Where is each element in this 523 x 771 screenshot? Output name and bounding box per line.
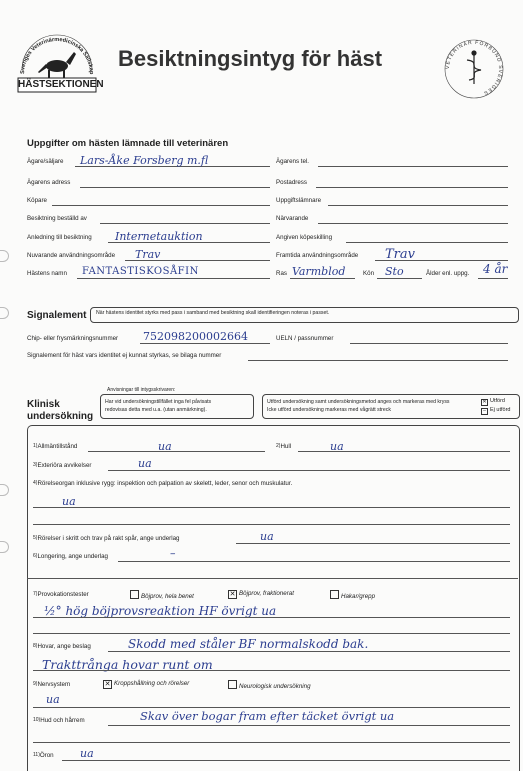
exam-item-6-value: –: [170, 547, 176, 560]
exam-item-1: $^{1)}$Allmäntillstånd: [33, 443, 78, 450]
exam-item-7-field-2[interactable]: [33, 633, 510, 634]
exam-item-3-value: ua: [138, 457, 152, 470]
namn-field[interactable]: [77, 278, 270, 279]
exam-item-8: $^{8)}$Hovar, ange beslag: [33, 643, 91, 650]
binder-hole: [0, 250, 9, 262]
klinisk-heading-line2: undersökning: [27, 411, 94, 422]
alder-value: 4 år: [483, 262, 508, 276]
nuvarande-label: Nuvarande användningsområde: [27, 252, 116, 259]
page-title: Besiktningsintyg för häst: [118, 46, 383, 71]
provokation-opt-1[interactable]: Böjprov, hela benet: [130, 590, 194, 600]
exam-item-9-field[interactable]: [33, 707, 510, 708]
exam-item-8-value: Skodd med ståler BF normalskodd bak.: [128, 637, 369, 651]
framtida-label: Framtida användningsområde: [276, 252, 359, 259]
exam-item-6-field[interactable]: [118, 561, 510, 562]
besiktning-field[interactable]: [100, 223, 270, 224]
agarens-adress-field[interactable]: [80, 187, 270, 188]
checked-box-icon: ✕: [482, 399, 487, 405]
exam-item-7: $^{7)}$Provokationstester: [33, 591, 89, 598]
anledning-label: Anledning till besiktning: [27, 234, 92, 241]
dash-box-icon: –: [481, 408, 488, 415]
exam-item-6: $^{6)}$Longering, ange underlag: [33, 553, 108, 560]
legend-ej-utford-label: Ej utförd: [490, 407, 511, 413]
exam-item-1-field[interactable]: [88, 451, 265, 452]
narvarande-field[interactable]: [318, 223, 508, 224]
kopeskilling-field[interactable]: [346, 242, 508, 243]
exam-item-4-field-2[interactable]: [33, 524, 510, 525]
signalement-note: När hästens identitet styrks med pass i samband med besiktning skall identifieringen noteras i passet.: [96, 310, 330, 316]
exam-item-9: $^{9)}$Nervsystem: [33, 681, 71, 688]
legend-utford: [481, 398, 505, 406]
kon-label: Kön: [363, 270, 375, 277]
svg-text:Sveriges Veterinärmedicinska S: Sveriges Veterinärmedicinska Sällskap: [19, 36, 95, 75]
alder-field[interactable]: [478, 278, 508, 279]
binder-hole: [0, 484, 9, 496]
kon-value: Sto: [385, 265, 404, 278]
svg-text:VETERINÄR FÖRBUND SVERIGES: VETERINÄR FÖRBUND SVERIGES: [444, 39, 504, 97]
exam-item-5-field[interactable]: [236, 543, 510, 544]
exam-item-9-value: ua: [46, 693, 60, 706]
postadress-label: Postadress: [276, 179, 307, 186]
exam-item-4-field-1[interactable]: [33, 507, 510, 508]
exam-item-5-value: ua: [260, 530, 274, 543]
exam-item-8-value-2: Trakttrånga hovar runt om: [42, 657, 213, 672]
svs-logo: [14, 32, 104, 98]
kon-field[interactable]: [377, 278, 422, 279]
ras-label: Ras: [276, 270, 288, 277]
ras-field[interactable]: [290, 278, 355, 279]
ueln-label: UELN / passnummer: [276, 335, 334, 342]
exam-item-10-field-2[interactable]: [33, 742, 510, 743]
binder-hole: [0, 541, 9, 553]
provokation-opt-3[interactable]: Hakar/grepp: [330, 590, 375, 600]
nerv-opt-1[interactable]: ✕ Kroppshållning och rörelser: [104, 680, 190, 688]
klinisk-heading-line1: Klinisk: [27, 399, 60, 410]
signalement-heading: Signalement: [27, 310, 87, 321]
framtida-value: Trav: [385, 247, 415, 262]
exam-item-11-value: ua: [80, 747, 94, 760]
utford-text-2: Icke utförd undersökning markeras med vågrätt streck: [267, 407, 391, 413]
kopare-field[interactable]: [52, 205, 270, 206]
veterinarforbund-logo: [443, 38, 505, 100]
binder-hole: [0, 307, 9, 319]
exam-item-1-value: ua: [158, 440, 172, 453]
ueln-field[interactable]: [350, 343, 508, 344]
agare-value: Lars-Åke Forsberg m.fl: [80, 154, 209, 167]
alder-label: Ålder enl. uppg.: [426, 270, 470, 277]
agarens-tel-field[interactable]: [318, 166, 508, 167]
exam-item-10-value: Skav över bogar fram efter täcket övrigt ua: [140, 709, 395, 723]
anvisning-title: Anvisningar till intygsskrivaren:: [107, 387, 176, 393]
exam-item-2-value: ua: [330, 440, 344, 453]
ras-value: Varmblod: [292, 265, 346, 278]
identitet-label: Signalement för häst vars identitet ej kunnat styrkas, se bilaga nummer: [27, 352, 222, 359]
kopare-label: Köpare: [27, 197, 47, 204]
exam-item-5: $^{5)}$Rörelser i skritt och trav på rakt spår, ange underlag: [33, 535, 180, 542]
namn-value: FANTASTISKOSÅFIN: [82, 266, 199, 277]
provokation-opt-2[interactable]: ✕ Böjprov, fraktionerat: [229, 590, 294, 598]
owner-section-heading: Uppgifter om hästen lämnade till veterinären: [27, 138, 229, 149]
agarens-tel-label: Ägarens tel.: [276, 158, 310, 165]
chip-field[interactable]: [140, 343, 270, 344]
klinisk-heading: [27, 399, 93, 423]
exam-item-8-field-1[interactable]: [108, 651, 510, 652]
exam-item-4: $^{4)}$Rörelseorgan inklusive rygg: inspektion och palpation av skelett, leder, senor och muskulatur.: [33, 480, 293, 487]
anvisning-text-1: Har vid undersökningstillfället inga fel påvisats: [105, 399, 212, 405]
logo-banner: HÄSTSEKTIONEN: [18, 79, 104, 90]
anvisning-text-2: redovisas detta med u.a. (utan anmärkning).: [105, 407, 207, 413]
exam-item-11: $^{11)}$Öron: [33, 752, 54, 759]
narvarande-label: Närvarande: [276, 215, 309, 222]
unchecked-box-icon: [130, 590, 139, 599]
nerv-opt-2[interactable]: Neurologisk undersökning: [228, 680, 311, 690]
exam-item-3: $^{3)}$Exteriöra avvikelser: [33, 462, 92, 469]
namn-label: Hästens namn: [27, 270, 67, 277]
agarens-adress-label: Ägarens adress: [27, 179, 71, 186]
agare-label: Ägare/säljare: [27, 158, 64, 165]
exam-item-3-field[interactable]: [108, 470, 510, 471]
legend-utford-label: Utförd: [490, 398, 505, 404]
exam-item-10-field-1[interactable]: [108, 725, 510, 726]
uppgiftslamnare-label: Uppgiftslämnare: [276, 197, 322, 204]
unchecked-box-icon: [330, 590, 339, 599]
uppgiftslamnare-field[interactable]: [328, 205, 508, 206]
exam-item-10: $^{10)}$Hud och hårrem: [33, 717, 85, 724]
nuvarande-value: Trav: [135, 248, 161, 261]
exam-item-11-field[interactable]: [62, 760, 510, 761]
legend-ej-utford: [481, 407, 510, 415]
besiktning-label: Besiktning beställd av: [27, 215, 87, 222]
exam-item-2: $^{2)}$Hull: [276, 443, 292, 450]
exam-item-6-separator: [27, 578, 518, 579]
exam-item-7-field-1[interactable]: [33, 617, 510, 618]
checked-box-icon: ✕: [229, 591, 236, 598]
kopeskilling-label: Angiven köpeskilling: [276, 234, 333, 241]
exam-item-7-value: ½° hög böjprovsreaktion HF övrigt ua: [44, 604, 277, 618]
exam-item-4-value: ua: [62, 495, 76, 508]
identitet-field[interactable]: [248, 360, 508, 361]
anledning-value: Internetauktion: [115, 230, 203, 243]
unchecked-box-icon: [228, 680, 237, 689]
exam-item-8-field-2[interactable]: [33, 670, 510, 671]
checked-box-icon: ✕: [104, 681, 111, 688]
chip-value: 752098200002664: [143, 330, 248, 343]
utford-text-1: Utförd undersökning samt undersökningsmetod anges och markeras med kryss: [267, 399, 450, 405]
postadress-field[interactable]: [316, 187, 508, 188]
chip-label: Chip- eller frysmärkningsnummer: [27, 335, 119, 342]
